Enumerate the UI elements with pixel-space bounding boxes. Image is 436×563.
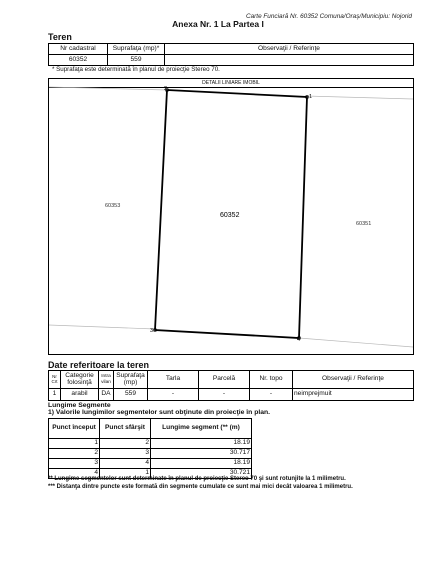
cell-punct-sfarsit: 2	[100, 439, 151, 449]
header-nr-topo: Nr. topo	[250, 371, 293, 389]
date-teren-data-row	[49, 389, 414, 401]
teren-data-row	[49, 55, 414, 66]
segmente-header-row	[49, 419, 252, 439]
cell-punct-inceput: 4	[49, 469, 100, 479]
header-categorie: Categorie folosinţă	[61, 371, 99, 389]
header-nr-cadastral: Nr cadastral	[49, 44, 108, 55]
cell-punct-inceput: 2	[49, 449, 100, 459]
header-tarla: Tarla	[148, 371, 199, 389]
header-suprafata-mp: Suprafaţa (mp)	[114, 371, 148, 389]
cell-nr-topo: -	[250, 389, 293, 401]
point-label-3: 3	[150, 328, 154, 334]
cell-punct-sfarsit: 4	[100, 459, 151, 469]
header-lungime-segment: Lungime segment (** (m)	[151, 419, 252, 439]
header-parcela: Parcelă	[199, 371, 250, 389]
carte-funciara-header: Carte Funciară Nr. 60352 Comuna/Oraş/Municipiu: Nojorid	[246, 13, 412, 20]
teren-note: * Suprafaţa este determinată în planul de proiecţie Stereo 70.	[52, 66, 220, 73]
header-nr-crt: Nr Crt	[49, 371, 61, 389]
anexa-title: Anexa Nr. 1 La Partea I	[172, 19, 264, 29]
cell-observatii-referinte: neimprejmuit	[293, 389, 414, 401]
cell-categorie: arabil	[61, 389, 99, 401]
neighbor-line-top-left	[49, 87, 167, 90]
cell-punct-inceput: 3	[49, 459, 100, 469]
point-label-1: 1	[309, 94, 313, 100]
cell-observatii	[165, 55, 414, 66]
cell-tarla: -	[148, 389, 199, 401]
cell-nr-crt: 1	[49, 389, 61, 401]
neighbor-line-top-right	[306, 96, 413, 99]
cell-intravilan: DA	[99, 389, 114, 401]
cell-punct-inceput: 1	[49, 439, 100, 449]
header-observatii: Observaţii / Referinţe	[165, 44, 414, 55]
header-observatii-referinte: Observaţii / Referinţe	[293, 371, 414, 389]
segment-row	[49, 449, 252, 459]
segmente-subtitle: 1) Valorile lungimilor segmentelor sunt obţinute din proiecţie în plan.	[48, 409, 271, 416]
cell-lungime: 18.19	[151, 439, 252, 449]
map-title: DETALII LINIARE IMOBIL	[202, 80, 260, 86]
parcel-map	[48, 78, 414, 355]
parcel-number-label: 60352	[220, 212, 240, 219]
neighbor-line-bottom-right	[299, 338, 413, 347]
teren-table	[48, 43, 414, 66]
cell-nr-cadastral: 60352	[49, 55, 108, 66]
neighbor-label-right: 60351	[356, 221, 372, 227]
cell-suprafata-mp: 559	[114, 389, 148, 401]
teren-title: Teren	[48, 32, 72, 42]
neighbor-line-bottom-left	[49, 325, 155, 329]
header-suprafata: Suprafaţa (mp)*	[108, 44, 165, 55]
segment-row	[49, 439, 252, 449]
cell-punct-sfarsit: 3	[100, 449, 151, 459]
cell-parcela: -	[199, 389, 250, 401]
neighbor-label-left: 60353	[105, 203, 121, 209]
header-intravilan: Intra vilan	[99, 371, 114, 389]
date-teren-table	[48, 370, 414, 401]
header-punct-inceput: Punct început	[49, 419, 100, 439]
header-punct-sfarsit: Punct sfârşit	[100, 419, 151, 439]
cell-lungime: 30.721	[151, 469, 252, 479]
date-teren-title: Date referitoare la teren	[48, 360, 150, 370]
segmente-footnote-1: ** Lungime segmentelor sunt determinate în planul de proiecţie Stereo 70 şi sunt rotunjite la 1 milimetru.	[48, 476, 346, 482]
segmente-title: Lungime Segmente	[48, 402, 111, 409]
segmente-footnote-2: *** Distanţa dintre puncte este formată din segmente cumulate ce sunt mai mici decât valoarea 1 milimetru.	[48, 484, 353, 490]
parcel-drawing	[49, 79, 413, 354]
segment-row	[49, 459, 252, 469]
teren-header-row	[49, 44, 414, 55]
date-teren-header-row	[49, 371, 414, 389]
cell-suprafata: 559	[108, 55, 165, 66]
cell-lungime: 18.19	[151, 459, 252, 469]
segmente-table	[48, 418, 252, 479]
cell-lungime: 30.717	[151, 449, 252, 459]
cell-punct-sfarsit: 1	[100, 469, 151, 479]
point-label-4: 4	[297, 337, 301, 343]
point-label-2: 2	[164, 86, 168, 92]
